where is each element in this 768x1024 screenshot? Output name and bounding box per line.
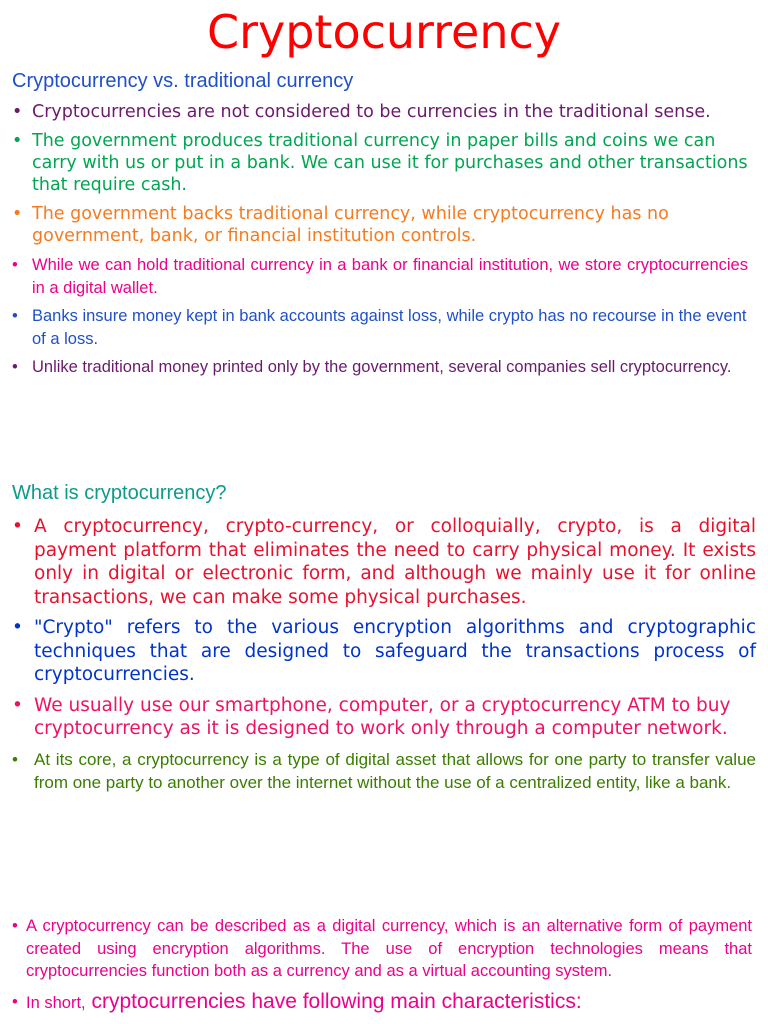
list-item-text: The government produces traditional currency in paper bills and coins we can carry with us or put in a bank. We can use it for purchases and other transactions that require cash. <box>32 131 748 195</box>
list-item-text: Banks insure money kept in bank accounts against loss, while crypto has no recourse in the event of a loss. <box>32 307 747 348</box>
list-item <box>12 915 752 983</box>
list-item <box>12 305 748 350</box>
bullet-icon: • <box>12 917 18 935</box>
bullet-icon: • <box>12 749 18 769</box>
list-item-text: The government backs traditional currency, while cryptocurrency has no government, bank, or financial institution controls. <box>32 204 669 246</box>
list-item-text: At its core, a cryptocurrency is a type of digital asset that allows for one party to transfer value from one party to another over the internet without the use of a centralized entity, like a bank. <box>34 749 756 792</box>
list-item-text <box>26 991 752 1015</box>
bullet-icon: • <box>12 992 18 1011</box>
definition-list <box>12 515 756 795</box>
bullet-icon: • <box>12 102 23 122</box>
list-item <box>12 101 748 123</box>
bullet-icon: • <box>12 516 23 537</box>
summary-rest: cryptocurrencies have following main characteristics: <box>85 989 582 1013</box>
list-item <box>12 254 748 299</box>
section-heading-comparison: Cryptocurrency vs. traditional currency <box>12 70 354 92</box>
bullet-icon: • <box>12 617 23 638</box>
section-heading-definition: What is cryptocurrency? <box>12 482 227 504</box>
list-item-text: A cryptocurrency can be described as a digital currency, which is an alternative form of payment created using encryption algorithms. The use of encryption technologies means that cryptocurrencies function both as a currency and as a virtual accounting system. <box>26 917 752 980</box>
bullet-icon: • <box>12 131 23 151</box>
list-item-text: Cryptocurrencies are not considered to be currencies in the traditional sense. <box>32 102 711 122</box>
list-item <box>12 694 756 741</box>
summary-list <box>12 915 752 1022</box>
list-item-text: Unlike traditional money printed only by the government, several companies sell cryptocurrency. <box>32 358 732 376</box>
list-item <box>12 748 756 795</box>
list-item <box>12 616 756 687</box>
page-title: Cryptocurrency <box>206 5 562 59</box>
list-item <box>12 203 748 247</box>
list-item <box>12 356 748 379</box>
list-item-text: "Crypto" refers to the various encryption algorithms and cryptographic techniques that are designed to safeguard the transactions process of cryptocurrencies. <box>34 617 756 685</box>
list-item <box>12 130 748 196</box>
bullet-icon: • <box>12 204 23 224</box>
bullet-icon: • <box>12 358 18 376</box>
summary-prefix: In short, <box>26 993 86 1012</box>
list-item-text: A cryptocurrency, crypto-currency, or colloquially, crypto, is a digital payment platform that eliminates the need to carry physical money. It exists only in digital or electronic form, and although we mainly use it for online transactions, we can make some physical purchases. <box>34 516 756 608</box>
list-item <box>12 991 752 1015</box>
list-item-text: While we can hold traditional currency in a bank or financial institution, we store cryptocurrencies in a digital wallet. <box>32 256 748 297</box>
bullet-icon: • <box>12 694 23 716</box>
list-item <box>12 515 756 609</box>
list-item-text: We usually use our smartphone, computer, or a cryptocurrency ATM to buy cryptocurrency as it is designed to work only through a computer network. <box>34 694 731 739</box>
bullet-icon: • <box>12 256 18 274</box>
comparison-list <box>12 101 748 385</box>
bullet-icon: • <box>12 307 18 325</box>
